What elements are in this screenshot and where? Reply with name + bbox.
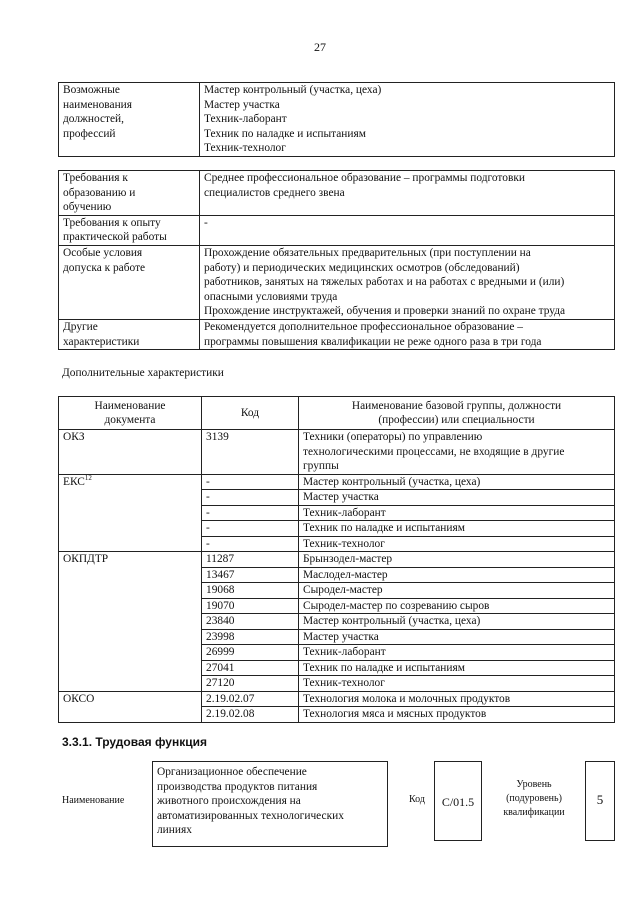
function-name-line: Организационное обеспечение bbox=[157, 766, 307, 778]
document-cell bbox=[59, 691, 202, 707]
table-row bbox=[59, 614, 615, 630]
additional-characteristics-title: Дополнительные характеристики bbox=[62, 367, 224, 379]
position-cell bbox=[299, 430, 615, 475]
code-cell: - bbox=[202, 474, 299, 490]
code-cell: 23998 bbox=[202, 629, 299, 645]
table-row bbox=[59, 319, 615, 349]
label-line: практической работы bbox=[63, 231, 167, 244]
value-line: специалистов среднего звена bbox=[204, 186, 345, 199]
table-row bbox=[59, 552, 615, 568]
label-line: Особые условия bbox=[63, 246, 143, 259]
position-cell: Техник-технолог bbox=[299, 676, 615, 692]
level-label-line: (подуровень) bbox=[506, 793, 562, 804]
education-label-cell bbox=[59, 171, 200, 216]
code-cell: 27041 bbox=[202, 660, 299, 676]
code-cell: 26999 bbox=[202, 645, 299, 661]
position-cell: Брынзодел-мастер bbox=[299, 552, 615, 568]
code-cell: 19068 bbox=[202, 583, 299, 599]
table-header-row bbox=[59, 397, 615, 430]
level-label-line: Уровень bbox=[516, 779, 552, 790]
additional-characteristics-body bbox=[59, 430, 615, 723]
code-cell: 3139 bbox=[202, 430, 299, 475]
other-value-cell bbox=[200, 319, 615, 349]
positions-table bbox=[58, 82, 615, 157]
table-row bbox=[59, 536, 615, 552]
function-code-value: С/01.5 bbox=[441, 795, 475, 809]
table-row bbox=[59, 660, 615, 676]
value-line: Прохождение обязательных предварительных (при поступлении на bbox=[204, 246, 531, 259]
value-line: - bbox=[204, 216, 208, 229]
code-cell: 2.19.02.08 bbox=[202, 707, 299, 723]
position-line: технологическими процессами, не входящие в другие bbox=[303, 445, 565, 458]
table-row bbox=[59, 707, 615, 723]
value-line: программы повышения квалификации не реже одного раза в три года bbox=[204, 335, 542, 348]
code-cell: - bbox=[202, 490, 299, 506]
position-cell: Мастер контрольный (участка, цеха) bbox=[299, 474, 615, 490]
positions-label-line: наименования bbox=[63, 98, 133, 111]
document-name: ОКЗ bbox=[63, 431, 85, 443]
value-line: Рекомендуется дополнительное профессиональное образование – bbox=[204, 320, 523, 333]
document-cell bbox=[59, 490, 202, 506]
document-name: ЕКС bbox=[63, 475, 85, 488]
position-cell: Технология молока и молочных продуктов bbox=[299, 691, 615, 707]
function-name-line: автоматизированных технологических bbox=[157, 809, 344, 822]
table-row bbox=[59, 505, 615, 521]
document-cell bbox=[59, 707, 202, 723]
other-label-cell bbox=[59, 319, 200, 349]
header-line: Наименование базовой группы, должности bbox=[351, 400, 562, 412]
function-code-box bbox=[434, 761, 482, 841]
table-row bbox=[59, 567, 615, 583]
code-cell: - bbox=[202, 536, 299, 552]
code-cell: 2.19.02.07 bbox=[202, 691, 299, 707]
label-line: Требования к bbox=[63, 172, 128, 184]
function-name-label: Наименование bbox=[62, 795, 125, 806]
table-row bbox=[59, 629, 615, 645]
header-line: Наименование bbox=[94, 400, 166, 412]
position-name: Техник-лаборант bbox=[204, 113, 287, 126]
function-name-line: производства продуктов питания bbox=[157, 780, 318, 793]
label-line: допуска к работе bbox=[63, 261, 146, 274]
header-line: документа bbox=[104, 414, 156, 426]
position-cell: Мастер участка bbox=[299, 490, 615, 506]
table-row bbox=[59, 598, 615, 614]
function-code-label: Код bbox=[409, 794, 425, 805]
function-name-line: линиях bbox=[157, 824, 192, 837]
code-cell: 13467 bbox=[202, 567, 299, 583]
qualification-level-label bbox=[486, 778, 582, 820]
position-cell: Техник по наладке и испытаниям bbox=[299, 660, 615, 676]
document-cell bbox=[59, 598, 202, 614]
position-line: Техники (операторы) по управлению bbox=[303, 431, 483, 443]
document-cell bbox=[59, 474, 202, 490]
value-line: работников, занятых на тяжелых работах и на работах с вредными и (или) bbox=[204, 276, 565, 289]
document-cell bbox=[59, 521, 202, 537]
value-line: работу) и периодических медицинских осмотров (обследований) bbox=[204, 261, 520, 274]
labor-function-title: 3.3.1. Трудовая функция bbox=[62, 735, 207, 749]
footnote-ref: 12 bbox=[84, 473, 92, 482]
position-line: группы bbox=[303, 460, 339, 472]
document-cell bbox=[59, 629, 202, 645]
special-conditions-value-cell bbox=[200, 245, 615, 319]
code-cell: 27120 bbox=[202, 676, 299, 692]
document-cell bbox=[59, 505, 202, 521]
table-row bbox=[59, 583, 615, 599]
position-cell: Маслодел-мастер bbox=[299, 567, 615, 583]
document-name: ОКСО bbox=[63, 692, 95, 705]
position-name: Мастер участка bbox=[204, 98, 280, 111]
position-name: Техник-технолог bbox=[204, 142, 286, 155]
table-row bbox=[59, 676, 615, 692]
document-cell bbox=[59, 583, 202, 599]
table-row bbox=[59, 521, 615, 537]
position-name: Техник по наладке и испытаниям bbox=[204, 127, 366, 140]
code-cell: - bbox=[202, 505, 299, 521]
table-row bbox=[59, 490, 615, 506]
positions-values-cell bbox=[200, 83, 615, 157]
position-cell: Сыродел-мастер bbox=[299, 583, 615, 599]
document-cell bbox=[59, 567, 202, 583]
page-number: 27 bbox=[314, 40, 326, 54]
position-cell: Техник-лаборант bbox=[299, 505, 615, 521]
document-cell bbox=[59, 552, 202, 568]
position-cell: Мастер участка bbox=[299, 629, 615, 645]
positions-label-line: должностей, bbox=[63, 113, 125, 126]
header-code: Код bbox=[202, 397, 299, 430]
requirements-table bbox=[58, 170, 615, 350]
document-cell bbox=[59, 536, 202, 552]
position-cell: Техник по наладке и испытаниям bbox=[299, 521, 615, 537]
code-cell: 19070 bbox=[202, 598, 299, 614]
position-cell: Техник-технолог bbox=[299, 536, 615, 552]
document-cell bbox=[59, 614, 202, 630]
value-line: опасными условиями труда bbox=[204, 290, 338, 303]
header-name bbox=[299, 397, 615, 430]
label-line: Требования к опыту bbox=[63, 216, 161, 229]
positions-label-cell bbox=[59, 83, 200, 157]
table-row bbox=[59, 645, 615, 661]
experience-value-cell bbox=[200, 215, 615, 245]
table-row bbox=[59, 215, 615, 245]
value-line: Среднее профессиональное образование – программы подготовки bbox=[204, 172, 525, 184]
header-line: (профессии) или специальности bbox=[378, 414, 535, 426]
education-value-cell bbox=[200, 171, 615, 216]
header-document bbox=[59, 397, 202, 430]
table-row bbox=[59, 245, 615, 319]
document-cell bbox=[59, 430, 202, 475]
code-cell: - bbox=[202, 521, 299, 537]
position-cell: Сыродел-мастер по созреванию сыров bbox=[299, 598, 615, 614]
label-line: Другие bbox=[63, 320, 98, 333]
qualification-level-box bbox=[585, 761, 615, 841]
function-name-line: животного происхождения на bbox=[157, 795, 301, 808]
additional-characteristics-table bbox=[58, 396, 615, 723]
position-cell: Мастер контрольный (участка, цеха) bbox=[299, 614, 615, 630]
document-cell bbox=[59, 676, 202, 692]
qualification-level-value: 5 bbox=[596, 792, 604, 807]
document-cell bbox=[59, 660, 202, 676]
table-row bbox=[59, 691, 615, 707]
label-line: обучению bbox=[63, 201, 112, 214]
label-line: образованию и bbox=[63, 186, 136, 199]
code-cell: 23840 bbox=[202, 614, 299, 630]
function-name-box bbox=[152, 761, 388, 847]
table-row bbox=[59, 474, 615, 490]
experience-label-cell bbox=[59, 215, 200, 245]
document-name: ОКПДТР bbox=[63, 553, 109, 565]
level-label-line: квалификации bbox=[503, 807, 565, 818]
table-row bbox=[59, 171, 615, 216]
code-cell: 11287 bbox=[202, 552, 299, 568]
label-line: характеристики bbox=[63, 335, 140, 348]
table-row bbox=[59, 83, 615, 157]
position-name: Мастер контрольный (участка, цеха) bbox=[204, 84, 382, 96]
position-cell: Технология мяса и мясных продуктов bbox=[299, 707, 615, 723]
position-cell: Техник-лаборант bbox=[299, 645, 615, 661]
table-row bbox=[59, 430, 615, 475]
positions-label-line: Возможные bbox=[63, 84, 120, 96]
document-cell bbox=[59, 645, 202, 661]
special-conditions-label-cell bbox=[59, 245, 200, 319]
positions-label-line: профессий bbox=[63, 127, 116, 140]
value-line: Прохождение инструктажей, обучения и проверки знаний по охране труда bbox=[204, 305, 566, 318]
